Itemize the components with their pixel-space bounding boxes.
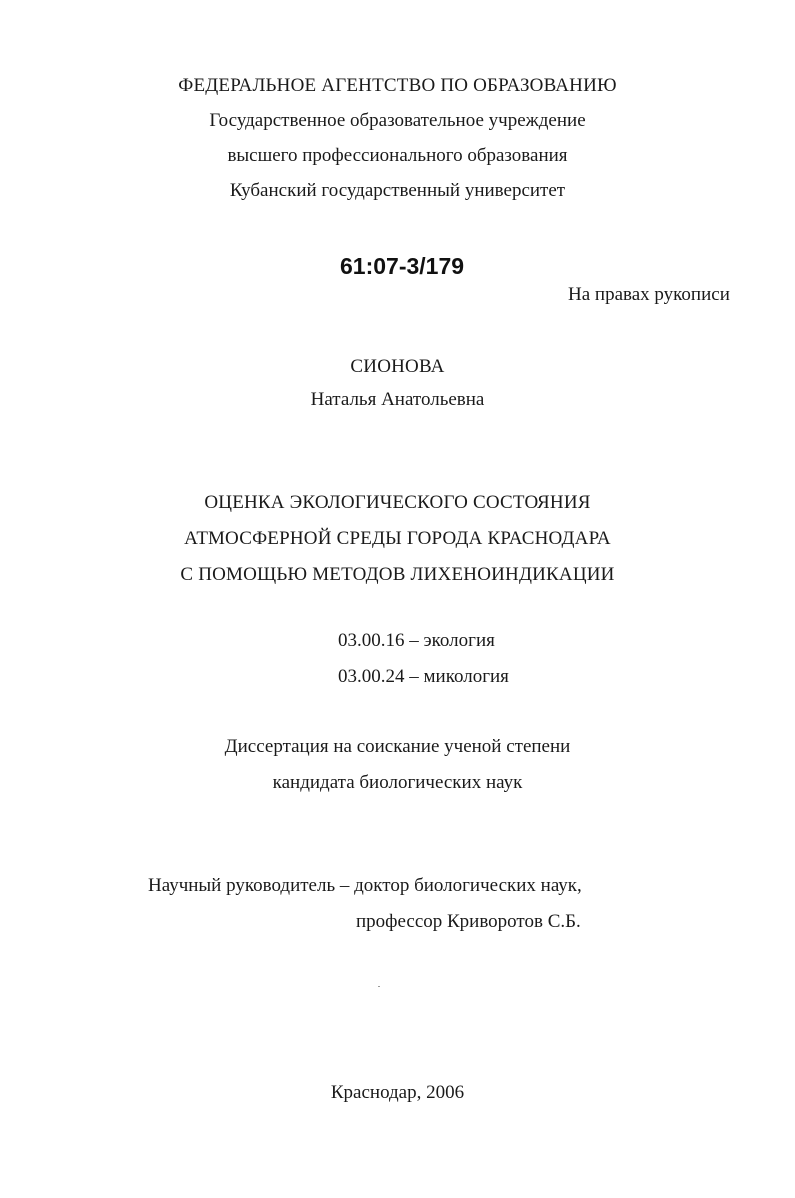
place-and-year: Краснодар, 2006 — [330, 1082, 465, 1103]
specialty-mycology: 03.00.24 – микология — [338, 666, 509, 687]
author-given-names: Наталья Анатольевна — [310, 389, 485, 410]
manuscript-note: На правах рукописи — [568, 284, 730, 305]
supervisor-line-1: Научный руководитель – доктор биологических наук, — [148, 875, 582, 896]
degree-line-1: Диссертация на соискание ученой степени — [224, 736, 571, 757]
specialty-ecology: 03.00.16 – экология — [338, 630, 495, 651]
degree-line-2: кандидата биологических наук — [272, 772, 523, 793]
catalog-code: 61:07-3/179 — [340, 253, 465, 279]
author-surname: СИОНОВА — [350, 356, 445, 377]
title-line-2: АТМОСФЕРНОЙ СРЕДЫ ГОРОДА КРАСНОДАРА — [184, 528, 611, 549]
university-name: Кубанский государственный университет — [229, 180, 566, 201]
institution-level: высшего профессионального образования — [227, 145, 568, 166]
supervisor-line-2: профессор Криворотов С.Б. — [356, 911, 581, 932]
scan-speck — [378, 986, 380, 987]
title-line-3: С ПОМОЩЬЮ МЕТОДОВ ЛИХЕНОИНДИКАЦИИ — [180, 564, 615, 585]
agency-name: ФЕДЕРАЛЬНОЕ АГЕНТСТВО ПО ОБРАЗОВАНИЮ — [178, 75, 617, 96]
institution-type: Государственное образовательное учреждение — [209, 110, 586, 131]
title-line-1: ОЦЕНКА ЭКОЛОГИЧЕСКОГО СОСТОЯНИЯ — [204, 492, 591, 513]
